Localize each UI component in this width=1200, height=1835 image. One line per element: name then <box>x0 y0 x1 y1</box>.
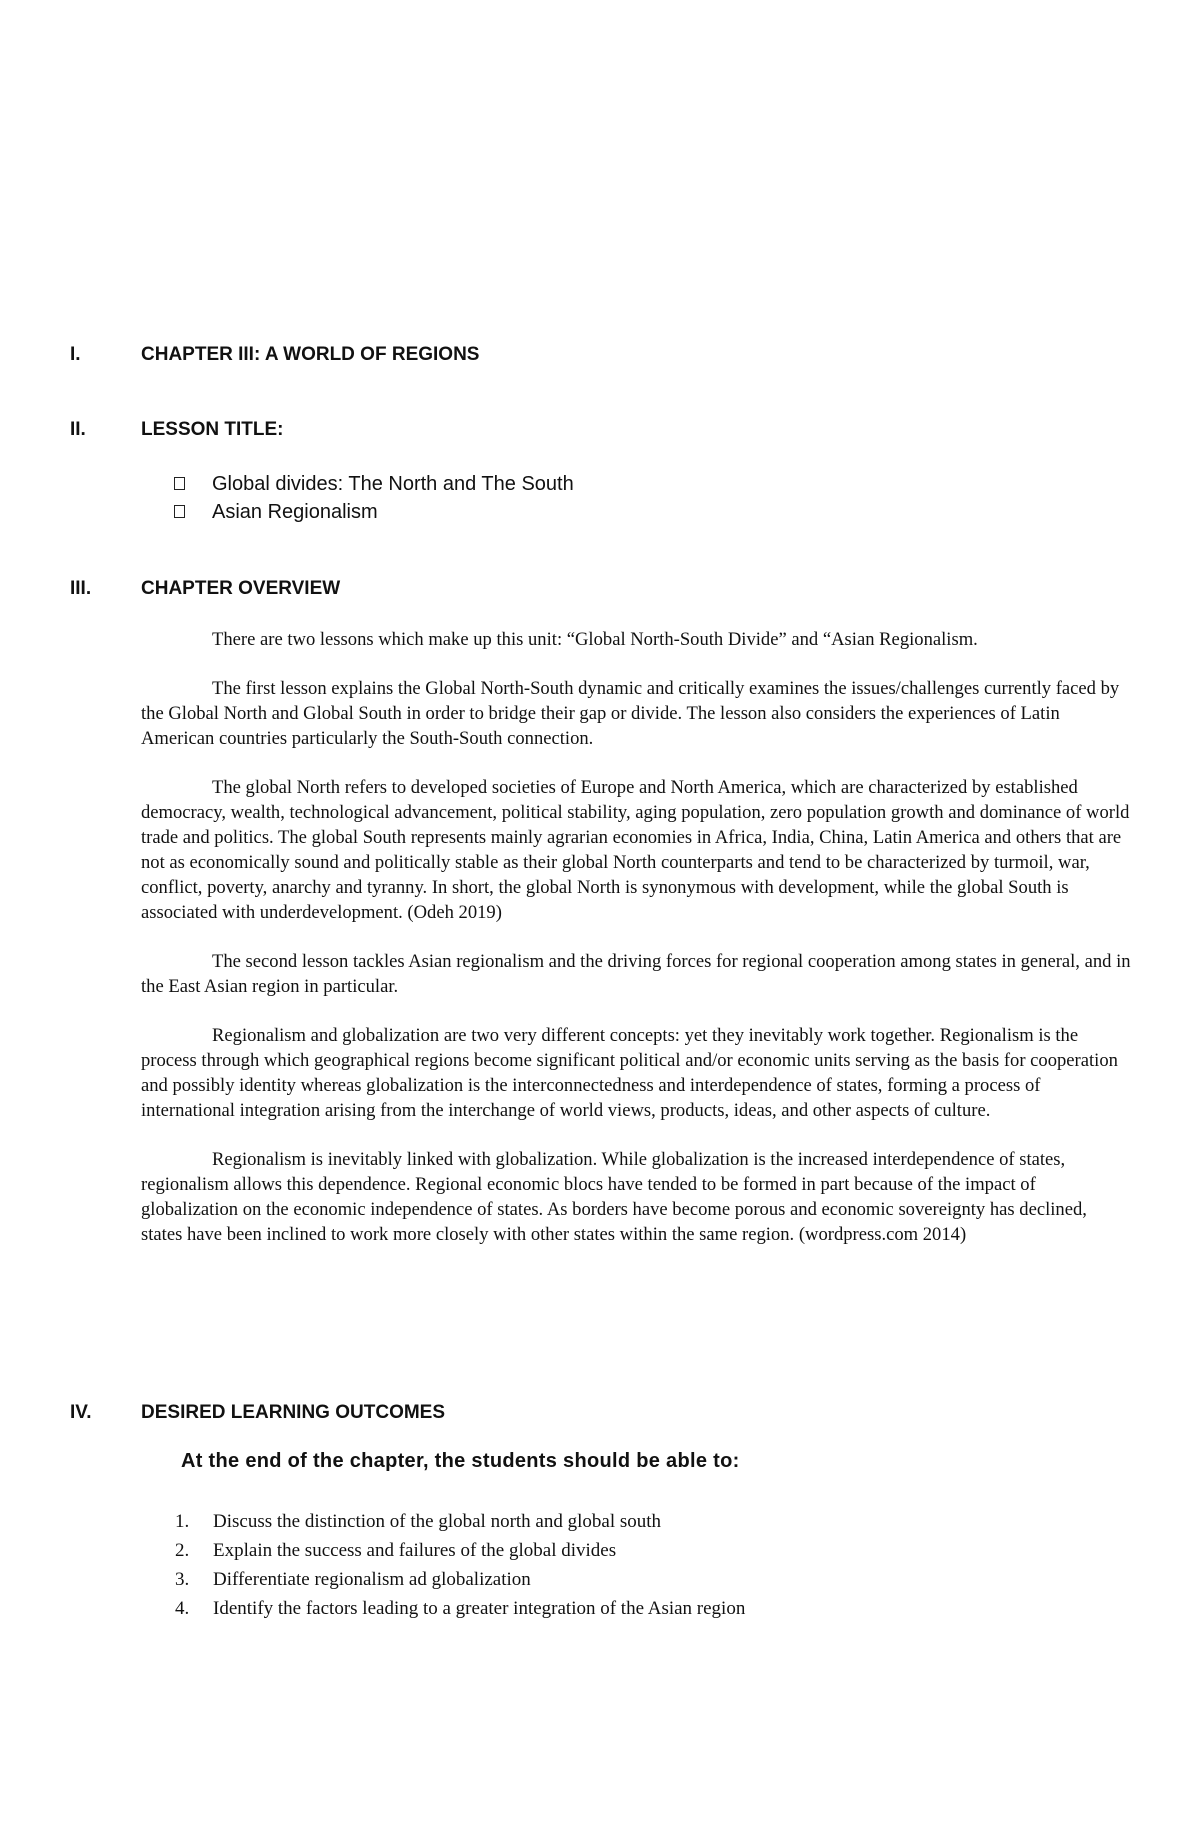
paragraph: The first lesson explains the Global North-South dynamic and critically examines the issues/challenges currently faced by the Global North and Global South in order to bridge their gap or divide. The lesson also considers the experiences of Latin American countries particularly the South-South connection. <box>141 678 1120 749</box>
section-number: IV. <box>70 1402 92 1423</box>
paragraph: The global North refers to developed societies of Europe and North America, which are characterized by established democracy, wealth, technological advancement, political stability, aging population, zero population growth and dominance of world trade and politics. The global South represents mainly agrarian economies in Africa, India, China, Latin America and others that are not as economically sound and politically stable as their global North counterparts and tend to be characterized by turmoil, war, conflict, poverty, anarchy and tyranny. In short, the global North is synonymous with development, while the global South is associated with underdevelopment. (Odeh 2019) <box>141 777 1130 923</box>
section-title: DESIRED LEARNING OUTCOMES <box>141 1402 446 1423</box>
paragraph: Regionalism and globalization are two very different concepts: yet they inevitably work together. Regionalism is the process through which geographical regions become significant political and/or economic units serving as the basis for cooperation and possibly identity whereas globalization is the interconnectedness and interdependence of states, forming a process of international integration arising from the interchange of world views, products, ideas, and other aspects of culture. <box>141 1025 1118 1121</box>
paragraph: There are two lessons which make up this unit: “Global North-South Divide” and “Asian Regionalism. <box>212 629 978 650</box>
section-number: II. <box>70 419 86 440</box>
list-item <box>172 498 574 526</box>
list-item <box>172 1536 745 1565</box>
item-number: 2. <box>175 1540 190 1561</box>
paragraph: The second lesson tackles Asian regionalism and the driving forces for regional cooperation among states in general, and in the East Asian region in particular. <box>141 951 1131 997</box>
list-item <box>172 1507 745 1536</box>
paragraph: Regionalism is inevitably linked with globalization. While globalization is the increased interdependence of states, regionalism allows this dependence. Regional economic blocs have tended to be formed in part because of the impact of globalization on the economic independence of states. As borders have become porous and economic sovereignty has declined, states have been inclined to work more closely with other states within the same region. (wordpress.com 2014) <box>141 1149 1087 1245</box>
chapter-overview-body <box>141 627 1131 1271</box>
missing-glyph-bullet-icon <box>174 505 185 518</box>
section-title: CHAPTER III: A WORLD OF REGIONS <box>141 344 480 365</box>
outcome-text: Explain the success and failures of the global divides <box>213 1540 617 1561</box>
lesson-title-text: Asian Regionalism <box>212 501 378 523</box>
item-number: 1. <box>175 1511 190 1532</box>
outcome-text: Identify the factors leading to a greater integration of the Asian region <box>213 1598 746 1619</box>
outcome-text: Differentiate regionalism ad globalization <box>213 1569 531 1590</box>
list-item <box>172 1565 745 1594</box>
section-number: III. <box>70 578 92 599</box>
lesson-title-list <box>172 470 574 526</box>
missing-glyph-bullet-icon <box>174 477 185 490</box>
outcome-text: Discuss the distinction of the global north and global south <box>213 1511 662 1532</box>
item-number: 4. <box>175 1598 190 1619</box>
lesson-title-text: Global divides: The North and The South <box>212 473 574 495</box>
item-number: 3. <box>175 1569 190 1590</box>
section-number: I. <box>70 344 81 365</box>
section-title: LESSON TITLE: <box>141 419 284 440</box>
list-item <box>172 470 574 498</box>
outcomes-lead: At the end of the chapter, the students should be able to: <box>181 1450 740 1472</box>
list-item <box>172 1594 745 1623</box>
section-title: CHAPTER OVERVIEW <box>141 578 341 599</box>
learning-outcomes-list <box>172 1507 745 1623</box>
